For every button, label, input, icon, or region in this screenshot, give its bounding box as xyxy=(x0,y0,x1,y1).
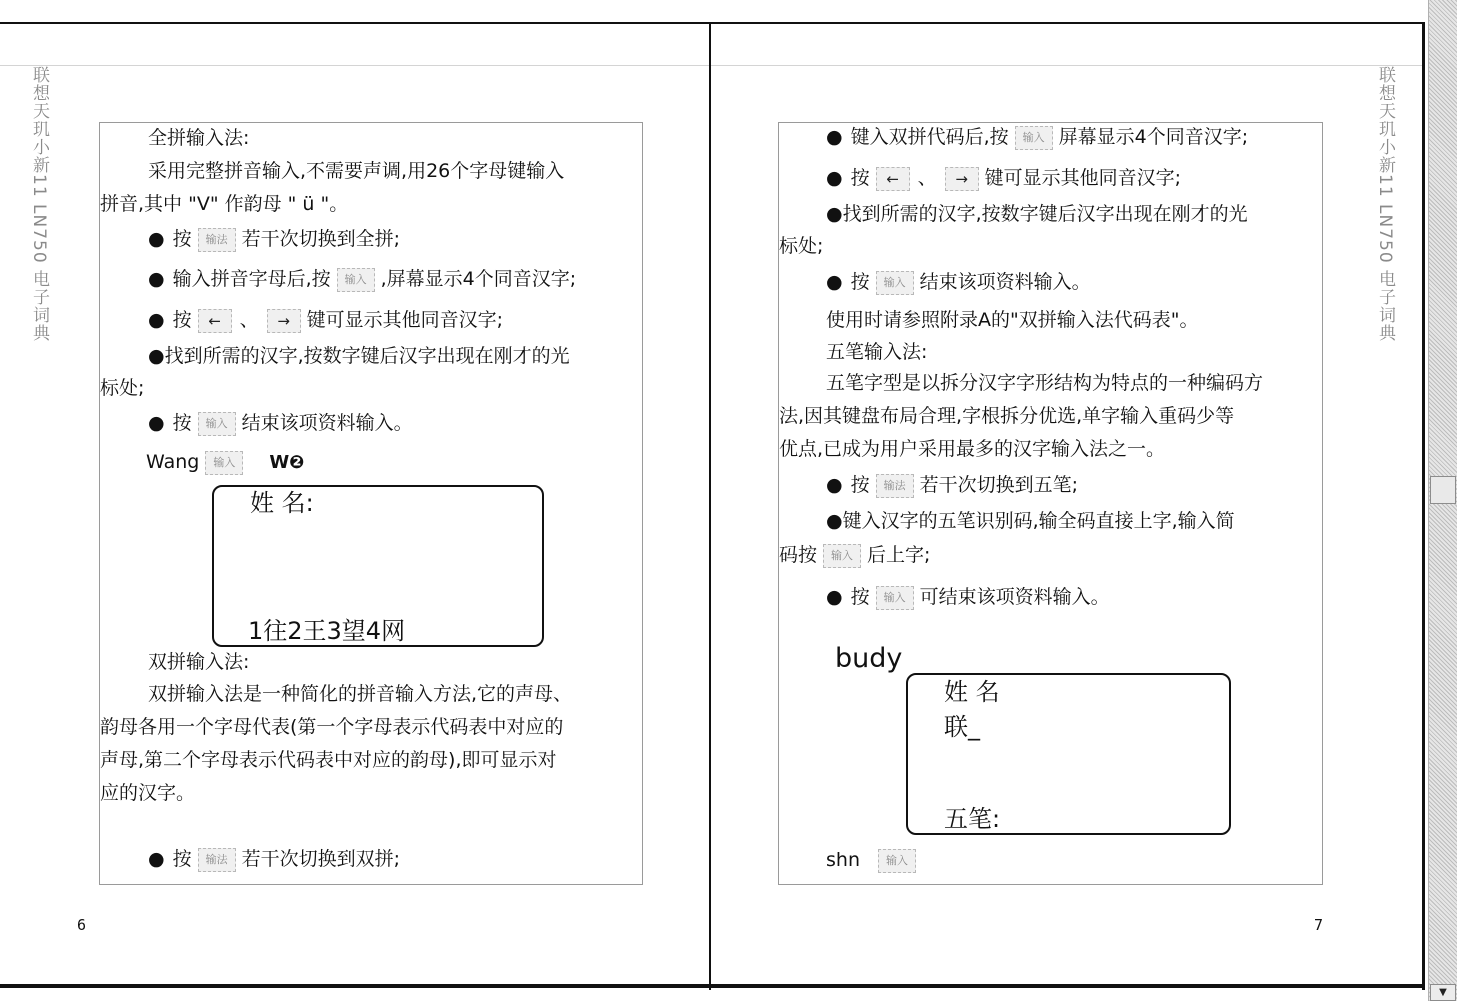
press-text: 按 xyxy=(172,228,192,250)
type-code-result: 屏幕显示4个同音汉字; xyxy=(1058,126,1249,148)
wubi-code-result: 后上字; xyxy=(867,544,931,566)
top-border xyxy=(0,22,1424,24)
find-char-line-2: 标处; xyxy=(100,377,145,399)
wang-example-row xyxy=(146,450,304,475)
switch-shuangpin-text: 若干次切换到双拼; xyxy=(241,848,401,870)
type-code-text: 键入双拼代码后,按 xyxy=(850,126,1009,148)
end-input-step xyxy=(826,270,1091,295)
right-arrow-key: → xyxy=(267,309,301,333)
quanpin-title: 全拼输入法: xyxy=(148,127,250,149)
left-arrow-key: ← xyxy=(876,167,910,191)
example-code: Wang xyxy=(146,451,200,473)
quanpin-para-line-2: 拼音,其中 "V" 作韵母 " ü "。 xyxy=(100,193,349,215)
switch-method-key: 输法 xyxy=(198,228,236,252)
press-text: 按 xyxy=(850,474,870,496)
separator: 、 xyxy=(239,309,259,331)
type-pinyin-step xyxy=(148,267,576,292)
wubi-code-line-2 xyxy=(779,543,930,568)
end-input-step xyxy=(148,411,413,436)
bullet: ● xyxy=(826,474,843,496)
right-page-number: 7 xyxy=(1314,916,1324,934)
press-text: 按 xyxy=(850,271,870,293)
type-code-step xyxy=(826,125,1248,150)
press-text: 按 xyxy=(850,586,870,608)
shuangpin-para-line-2: 韵母各用一个字母代表(第一个字母表示代码表中对应的 xyxy=(100,716,564,738)
end-input-text: 结束该项资料输入。 xyxy=(919,271,1091,293)
switch-method-key: 输法 xyxy=(876,474,914,498)
enter-key: 输入 xyxy=(1015,126,1053,150)
left-page-number: 6 xyxy=(77,916,87,934)
shuangpin-para-line-4: 应的汉字。 xyxy=(100,782,196,804)
switch-shuangpin-step xyxy=(148,847,400,872)
bullet: ● xyxy=(826,167,843,189)
arrow-keys-step xyxy=(826,166,1181,191)
wubi-title: 五笔输入法: xyxy=(826,341,928,363)
switch-quanpin-text: 若干次切换到全拼; xyxy=(241,228,401,250)
wubi-para-line-2: 法,因其键盘布局合理,字根拆分优选,单字输入重码少等 xyxy=(779,405,1235,427)
screen-name-label: 姓 名: xyxy=(250,489,314,517)
type-pinyin-text: 输入拼音字母后,按 xyxy=(172,268,331,290)
vertical-scrollbar[interactable] xyxy=(1428,0,1457,1001)
wubi-code-text: 码按 xyxy=(779,544,818,566)
enter-key: 输入 xyxy=(876,271,914,295)
appendix-note: 使用时请参照附录A的"双拼输入法代码表"。 xyxy=(826,309,1199,331)
arrow-keys-step xyxy=(148,308,503,333)
scroll-down-arrow-icon[interactable]: ▼ xyxy=(1430,984,1456,1001)
bullet: ● xyxy=(826,271,843,293)
switch-quanpin-step xyxy=(148,227,400,252)
bullet: ● xyxy=(148,268,165,290)
bullet: ● xyxy=(148,412,165,434)
find-char-line-1: ●找到所需的汉字,按数字键后汉字出现在刚才的光 xyxy=(826,203,1248,225)
w-badge: W❷ xyxy=(269,452,305,473)
bullet: ● xyxy=(826,126,843,148)
scrollbar-thumb[interactable] xyxy=(1430,476,1456,504)
wubi-para-line-1: 五笔字型是以拆分汉字字形结构为特点的一种编码方 xyxy=(826,372,1264,394)
right-side-header: 联想天玑小新11 LN750 电子词典 xyxy=(1375,66,1395,343)
switch-method-key: 输法 xyxy=(198,848,236,872)
bullet: ● xyxy=(148,848,165,870)
shuangpin-para-line-3: 声母,第二个字母表示代码表中对应的韵母),即可显示对 xyxy=(100,749,557,771)
end-input-can-text: 可结束该项资料输入。 xyxy=(919,586,1110,608)
enter-key: 输入 xyxy=(337,268,375,292)
find-char-line-1: ●找到所需的汉字,按数字键后汉字出现在刚才的光 xyxy=(148,345,570,367)
press-text: 按 xyxy=(172,412,192,434)
type-pinyin-result: ,屏幕显示4个同音汉字; xyxy=(380,268,577,290)
screen-candidates: 1往2王3望4网 xyxy=(248,617,406,645)
quanpin-para-line-1: 采用完整拼音输入,不需要声调,用26个字母键输入 xyxy=(148,160,565,182)
enter-key: 输入 xyxy=(205,451,243,475)
enter-key: 输入 xyxy=(876,586,914,610)
switch-wubi-text: 若干次切换到五笔; xyxy=(919,474,1079,496)
left-arrow-key: ← xyxy=(198,309,232,333)
bullet: ● xyxy=(148,228,165,250)
press-text: 按 xyxy=(172,309,192,331)
right-lcd-screen xyxy=(906,673,1231,835)
end-input-text: 结束该项资料输入。 xyxy=(241,412,413,434)
header-divider xyxy=(0,65,1424,66)
left-side-header: 联想天玑小新11 LN750 电子词典 xyxy=(29,66,49,343)
switch-wubi-step xyxy=(826,473,1078,498)
bottom-border xyxy=(0,984,1425,988)
enter-key: 输入 xyxy=(878,849,916,873)
right-border xyxy=(1422,22,1425,990)
screen-name-label: 姓 名 xyxy=(944,678,1000,706)
example-code-budy: budy xyxy=(835,643,903,674)
press-text: 按 xyxy=(850,167,870,189)
enter-key: 输入 xyxy=(823,544,861,568)
page-gutter xyxy=(709,22,711,990)
end-input-can-step xyxy=(826,585,1110,610)
left-lcd-screen xyxy=(212,485,544,647)
bullet: ● xyxy=(826,586,843,608)
right-arrow-key: → xyxy=(945,167,979,191)
wubi-para-line-3: 优点,已成为用户采用最多的汉字输入法之一。 xyxy=(779,438,1166,460)
bullet: ● xyxy=(148,309,165,331)
press-text: 按 xyxy=(172,848,192,870)
wubi-code-line-1: ●键入汉字的五笔识别码,输全码直接上字,输入简 xyxy=(826,510,1235,532)
shn-example-row xyxy=(826,848,922,873)
shuangpin-para-line-1: 双拼输入法是一种简化的拼音输入方法,它的声母、 xyxy=(148,683,573,705)
find-char-line-2: 标处; xyxy=(779,235,824,257)
screen-wubi-label: 五笔: xyxy=(944,805,1001,833)
screen-input-line: 联_ xyxy=(944,713,980,741)
example-code-shn: shn xyxy=(826,849,860,871)
arrow-hint-text: 键可显示其他同音汉字; xyxy=(306,309,504,331)
shuangpin-title: 双拼输入法: xyxy=(148,651,250,673)
separator: 、 xyxy=(917,167,937,189)
enter-key: 输入 xyxy=(198,412,236,436)
arrow-hint-text: 键可显示其他同音汉字; xyxy=(984,167,1182,189)
